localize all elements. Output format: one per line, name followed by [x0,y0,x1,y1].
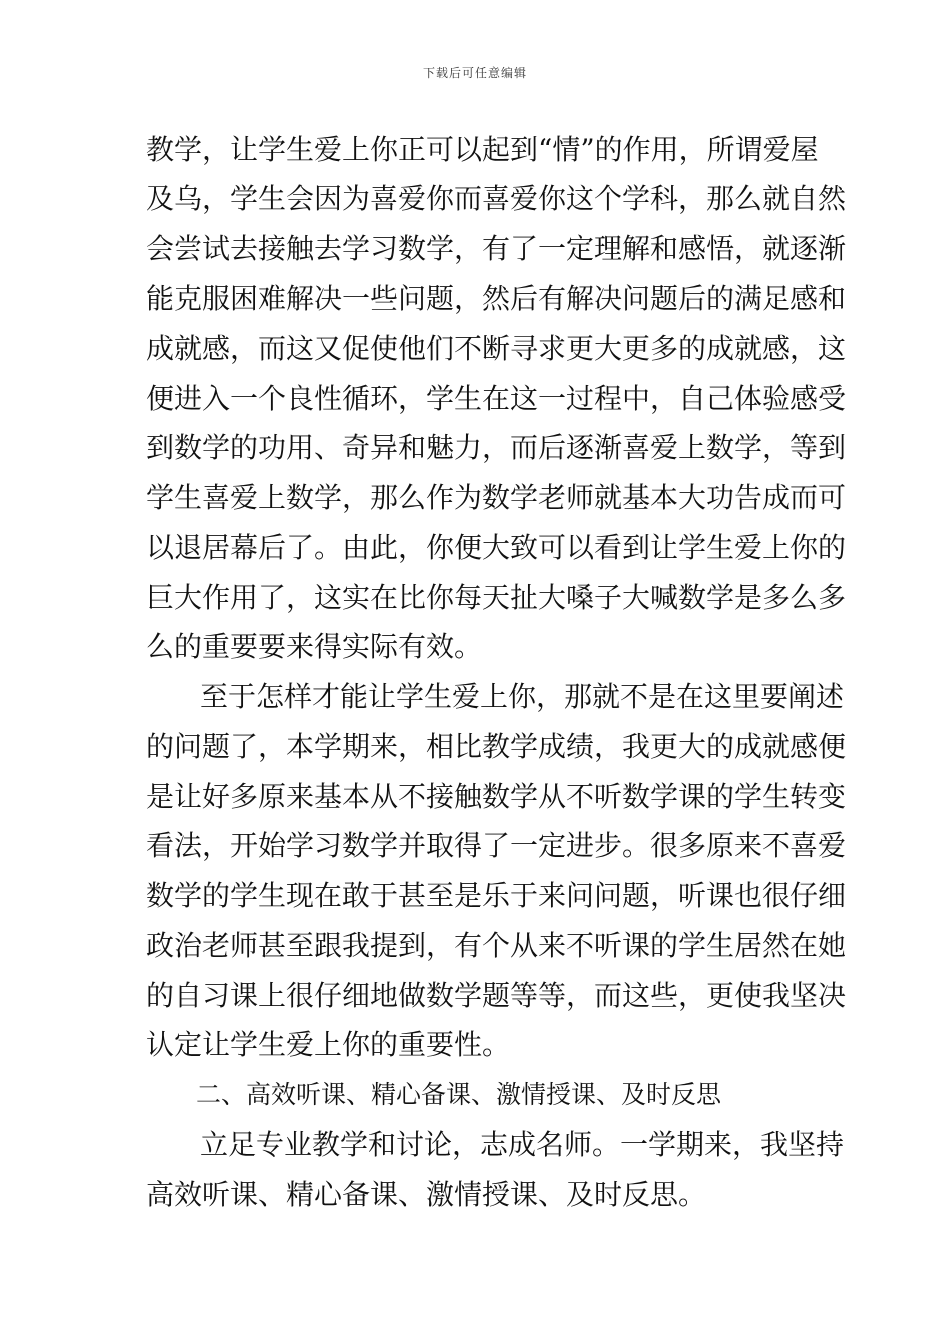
paragraph-line: 是让好多原来基本从不接触数学从不听数学课的学生转变 [146,780,847,813]
paragraph-line: 以退居幕后了。由此，你便大致可以看到让学生爱上你的 [146,531,847,564]
paragraph-line: 会尝试去接触去学习数学，有了一定理解和感悟，就逐渐 [146,232,847,265]
paragraph-line: 巨大作用了，这实在比你每天扯大嗓子大喊数学是多么多 [146,581,847,614]
paragraph-line: 么的重要要来得实际有效。 [146,630,483,663]
paragraph-line: 学生喜爱上数学，那么作为数学老师就基本大功告成而可 [146,481,847,514]
paragraph-line: 数学的学生现在敢于甚至是乐于来问问题，听课也很仔细 [146,879,847,912]
paragraph-line: 成就感，而这又促使他们不断寻求更大更多的成就感，这 [146,332,847,365]
paragraph-line: 及乌，学生会因为喜爱你而喜爱你这个学科，那么就自然 [146,182,847,215]
section-heading: 二、高效听课、精心备课、激情授课、及时反思 [196,1080,722,1109]
paragraph-line: 政治老师甚至跟我提到，有个从来不听课的学生居然在她 [146,929,847,962]
paragraph-line: 至于怎样才能让学生爱上你，那就不是在这里要阐述 [200,680,845,713]
paragraph-line: 便进入一个良性循环，学生在这一过程中，自己体验感受 [146,382,847,415]
paragraph-line: 高效听课、精心备课、激情授课、及时反思。 [146,1178,707,1211]
paragraph-line: 认定让学生爱上你的重要性。 [146,1028,511,1061]
paragraph-line: 的问题了，本学期来，相比教学成绩，我更大的成就感便 [146,730,847,763]
paragraph-line: 的自习课上很仔细地做数学题等等，而这些，更使我坚决 [146,979,847,1012]
paragraph-line: 教学，让学生爱上你正可以起到“情”的作用，所谓爱屋 [146,133,819,166]
paragraph-line: 能克服困难解决一些问题，然后有解决问题后的满足感和 [146,282,847,315]
page-header: 下载后可任意编辑 [422,66,527,80]
paragraph-line: 看法，开始学习数学并取得了一定进步。很多原来不喜爱 [146,829,847,862]
paragraph-line: 立足专业教学和讨论，志成名师。一学期来，我坚持 [200,1128,845,1161]
paragraph-line: 到数学的功用、奇异和魅力，而后逐渐喜爱上数学，等到 [146,431,847,464]
